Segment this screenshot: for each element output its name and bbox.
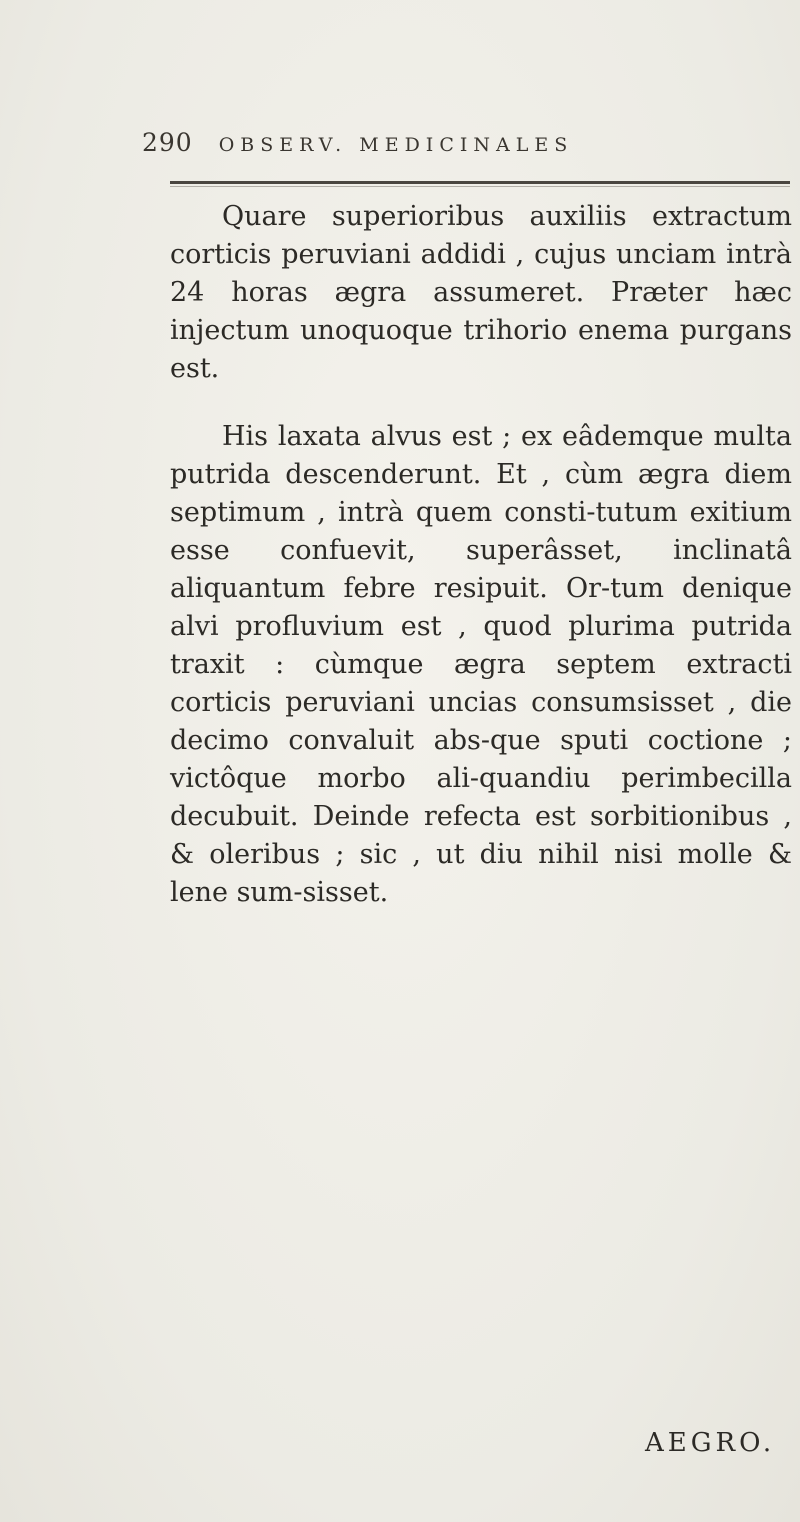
- header-rule-thin: [170, 186, 790, 187]
- paragraph-2: His laxata alvus est ; ex eâdemque multa putrida descenderunt. Et , cùm ægra diem septimum , intrà quem consti-tutum exitium esse confuevit, superâsset, inclinatâ aliquantum febre resipuit. Or-tum denique alvi profluvium est , quod plurima putrida traxit : cùmque ægra septem extracti corticis peruviani uncias consumsisset , die decimo convaluit abs-que sputi coctione ; victôque morbo ali-quandiu perimbecilla decubuit. Deinde refecta est sorbitionibus , & oleribus ; sic , ut diu nihil nisi molle & lene sum-sisset.: [170, 421, 792, 908]
- running-head: [142, 128, 792, 164]
- catchword: AEGRO.: [645, 1428, 776, 1458]
- running-title: OBSERV. MEDICINALES: [218, 134, 574, 156]
- header-rule: [170, 181, 790, 184]
- page-number: 290: [142, 128, 193, 157]
- body-text: [170, 198, 792, 912]
- paragraph-1: Quare superioribus auxiliis extractum corticis peruviani addidi , cujus unciam intrà 24 horas ægra assumeret. Præter hæc injectum unoquoque trihorio enema purgans est.: [170, 201, 792, 384]
